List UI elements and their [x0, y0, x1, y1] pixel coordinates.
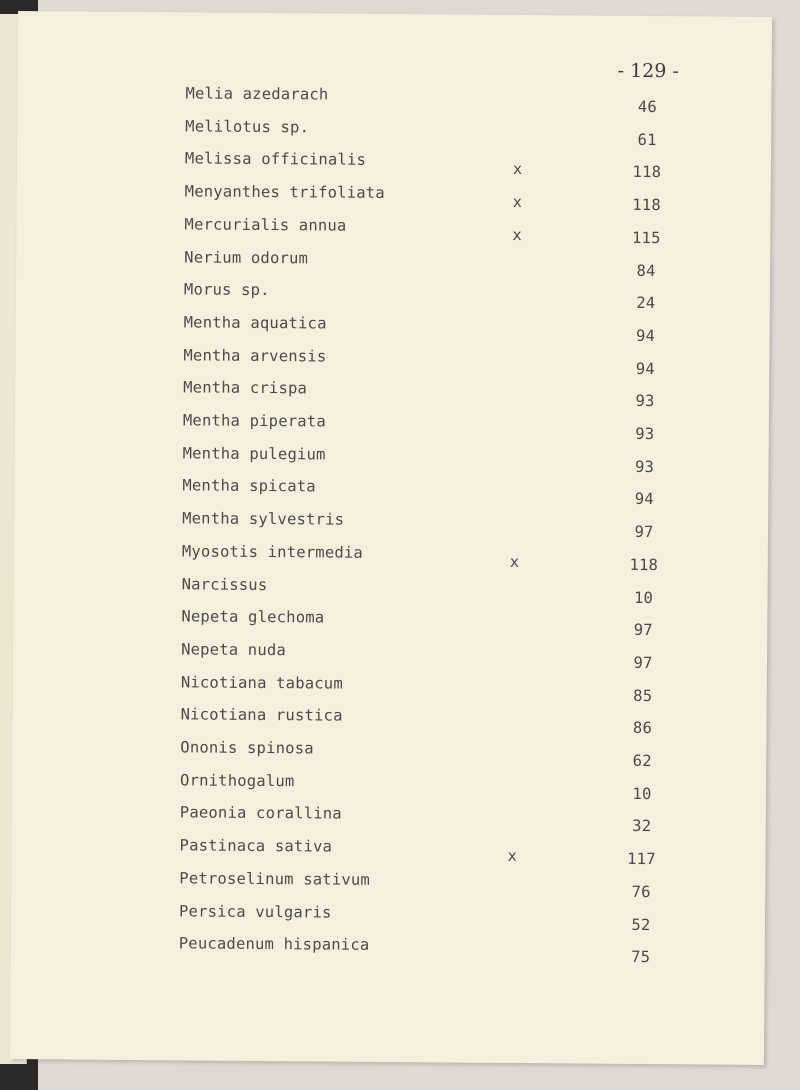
document-page — [10, 11, 772, 1065]
index-entry — [12, 737, 766, 773]
index-entry — [11, 933, 765, 969]
page-reference: 10 — [632, 784, 652, 803]
plant-name: Paeonia corallina — [179, 803, 342, 824]
index-entry — [15, 377, 769, 413]
page-reference: 93 — [634, 457, 655, 476]
index-entry — [15, 345, 769, 381]
index-entry — [17, 116, 771, 152]
page-reference: 86 — [632, 719, 653, 738]
page-reference: 97 — [634, 523, 654, 542]
page-reference: 94 — [635, 359, 655, 378]
page-reference: 46 — [637, 97, 657, 117]
index-entry — [17, 148, 771, 184]
index-entry — [13, 606, 767, 642]
page-reference: 117 — [627, 849, 656, 869]
index-entry — [11, 835, 765, 871]
index-entry — [14, 508, 768, 544]
plant-name: Nerium odorum — [184, 247, 309, 267]
index-entry — [16, 312, 770, 348]
index-entry — [12, 704, 766, 740]
page-reference: 76 — [631, 882, 651, 901]
index-entry — [17, 83, 771, 119]
index-entry — [17, 181, 771, 217]
check-mark: x — [509, 552, 520, 571]
plant-name: Mentha pulegium — [182, 444, 326, 464]
plant-name: Ononis spinosa — [180, 738, 314, 758]
plant-name: Nicotiana rustica — [180, 705, 343, 725]
page-reference: 61 — [637, 130, 657, 149]
index-entry — [16, 247, 770, 283]
plant-name: Nepeta glechoma — [181, 607, 325, 627]
page-reference: 97 — [633, 653, 653, 672]
plant-name: Ornithogalum — [180, 771, 295, 790]
check-mark: x — [507, 847, 518, 866]
plant-name: Mercurialis annua — [184, 215, 347, 235]
check-mark: x — [512, 193, 523, 212]
plant-name: Myosotis intermedia — [181, 542, 364, 562]
plant-name: Peucadenum hispanica — [178, 934, 370, 955]
check-mark: x — [512, 225, 523, 244]
page-number: - 129 - — [617, 59, 679, 83]
plant-name: Mentha aquatica — [183, 313, 327, 333]
index-entry — [15, 443, 769, 479]
plant-name: Nicotiana tabacum — [180, 672, 343, 693]
index-entry — [16, 279, 770, 315]
index-entry — [16, 214, 770, 250]
index-entry — [11, 868, 765, 904]
plant-name: Melilotus sp. — [185, 117, 310, 137]
page-reference: 97 — [633, 621, 653, 640]
plant-name: Mentha piperata — [182, 411, 326, 431]
plant-name: Narcissus — [181, 574, 268, 594]
page-reference: 94 — [634, 490, 654, 509]
page-reference: 52 — [631, 915, 651, 934]
page-reference: 93 — [635, 392, 655, 411]
check-mark: x — [512, 160, 523, 179]
plant-name: Mentha arvensis — [183, 345, 327, 366]
plant-name: Nepeta nuda — [181, 640, 287, 660]
plant-name: Mentha crispa — [183, 378, 308, 398]
index-entry — [13, 639, 767, 675]
page-reference: 10 — [633, 588, 654, 607]
plant-name: Mentha spicata — [182, 476, 316, 496]
plant-name: Persica vulgaris — [178, 901, 332, 922]
plant-name: Morus sp. — [183, 280, 270, 300]
index-entry — [13, 672, 767, 708]
page-reference: 24 — [636, 294, 656, 313]
page-reference: 94 — [635, 326, 656, 345]
index-entry — [12, 802, 766, 838]
index-entry — [15, 410, 769, 446]
plant-name: Mentha sylvestris — [182, 509, 345, 529]
page-reference: 32 — [632, 817, 652, 836]
plant-name: Menyanthes trifoliata — [184, 182, 385, 203]
page-reference: 118 — [629, 555, 659, 574]
index-list — [10, 11, 772, 1065]
plant-name: Melia azedarach — [185, 84, 329, 104]
plant-name: Melissa officinalis — [184, 149, 367, 170]
index-entry — [12, 770, 766, 806]
page-reference: 118 — [632, 195, 661, 215]
index-entry — [13, 574, 767, 610]
page-reference: 93 — [635, 424, 655, 444]
plant-name: Petroselinum sativum — [179, 869, 371, 889]
index-entry — [14, 541, 768, 577]
page-reference: 118 — [632, 163, 662, 182]
index-entry — [14, 475, 768, 511]
plant-name: Pastinaca sativa — [179, 836, 333, 856]
page-reference: 85 — [633, 686, 653, 705]
page-reference: 75 — [631, 948, 651, 967]
page-reference: 115 — [631, 228, 661, 247]
index-entry — [11, 901, 765, 937]
page-reference: 62 — [632, 751, 652, 771]
page-reference: 84 — [636, 261, 656, 280]
